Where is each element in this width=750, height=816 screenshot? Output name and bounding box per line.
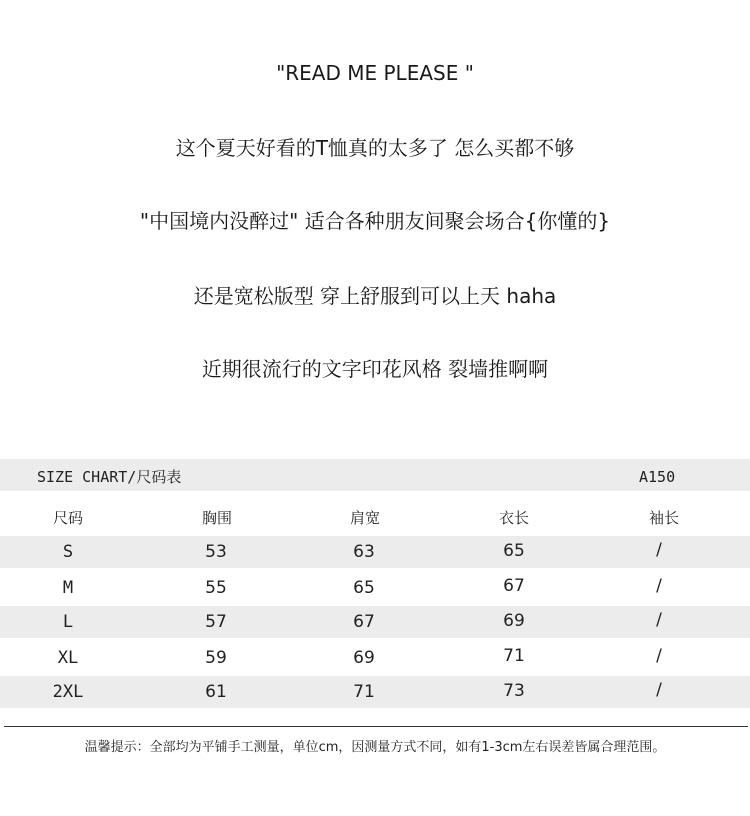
cell-size: S <box>62 542 74 562</box>
table-row <box>0 676 750 708</box>
cell-shoulder: 65 <box>353 578 375 598</box>
measurement-note: 温馨提示：全部均为平铺手工测量，单位cm，因测量方式不同，如有1-3cm左右误差皆属合理范围。 <box>84 740 666 755</box>
cell-shoulder: 71 <box>353 682 375 702</box>
cell-chest: 55 <box>205 578 227 598</box>
intro-line-2: "中国境内没醉过" 适合各种朋友间聚会场合{你懂的} <box>139 209 611 233</box>
cell-chest: 53 <box>205 542 227 562</box>
cell-size: XL <box>57 648 79 668</box>
cell-sleeve: / <box>656 610 662 630</box>
table-row <box>0 606 750 638</box>
column-header-sleeve: 袖长 <box>648 509 680 527</box>
cell-length: 69 <box>503 611 525 631</box>
size-chart-title: SIZE CHART/尺码表 <box>37 468 182 486</box>
size-chart-header <box>0 459 750 491</box>
cell-shoulder: 69 <box>353 648 375 668</box>
cell-shoulder: 63 <box>353 542 375 562</box>
intro-line-1: 这个夏天好看的T恤真的太多了 怎么买都不够 <box>175 136 575 160</box>
table-row <box>0 536 750 568</box>
intro-heading: "READ ME PLEASE " <box>276 61 474 85</box>
cell-size: 2XL <box>52 682 84 702</box>
cell-length: 73 <box>503 681 525 701</box>
column-header-length: 衣长 <box>498 509 530 527</box>
table-row <box>0 572 750 604</box>
cell-size: M <box>62 578 74 598</box>
divider-line <box>4 726 748 727</box>
cell-chest: 59 <box>205 648 227 668</box>
column-header-size: 尺码 <box>52 509 84 527</box>
cell-sleeve: / <box>656 646 662 666</box>
cell-sleeve: / <box>656 576 662 596</box>
cell-sleeve: / <box>656 540 662 560</box>
product-code: A150 <box>639 468 676 486</box>
cell-length: 71 <box>503 646 525 666</box>
cell-length: 67 <box>503 576 525 596</box>
intro-line-4: 近期很流行的文字印花风格 裂墙推啊啊 <box>201 357 549 381</box>
cell-chest: 57 <box>205 612 227 632</box>
cell-length: 65 <box>503 541 525 561</box>
cell-sleeve: / <box>656 680 662 700</box>
column-header-shoulder: 肩宽 <box>349 509 381 527</box>
column-header-chest: 胸围 <box>201 509 233 527</box>
cell-shoulder: 67 <box>353 612 375 632</box>
cell-chest: 61 <box>205 682 227 702</box>
cell-size: L <box>62 612 74 632</box>
intro-line-3: 还是宽松版型 穿上舒服到可以上天 haha <box>193 284 557 308</box>
table-row <box>0 642 750 674</box>
